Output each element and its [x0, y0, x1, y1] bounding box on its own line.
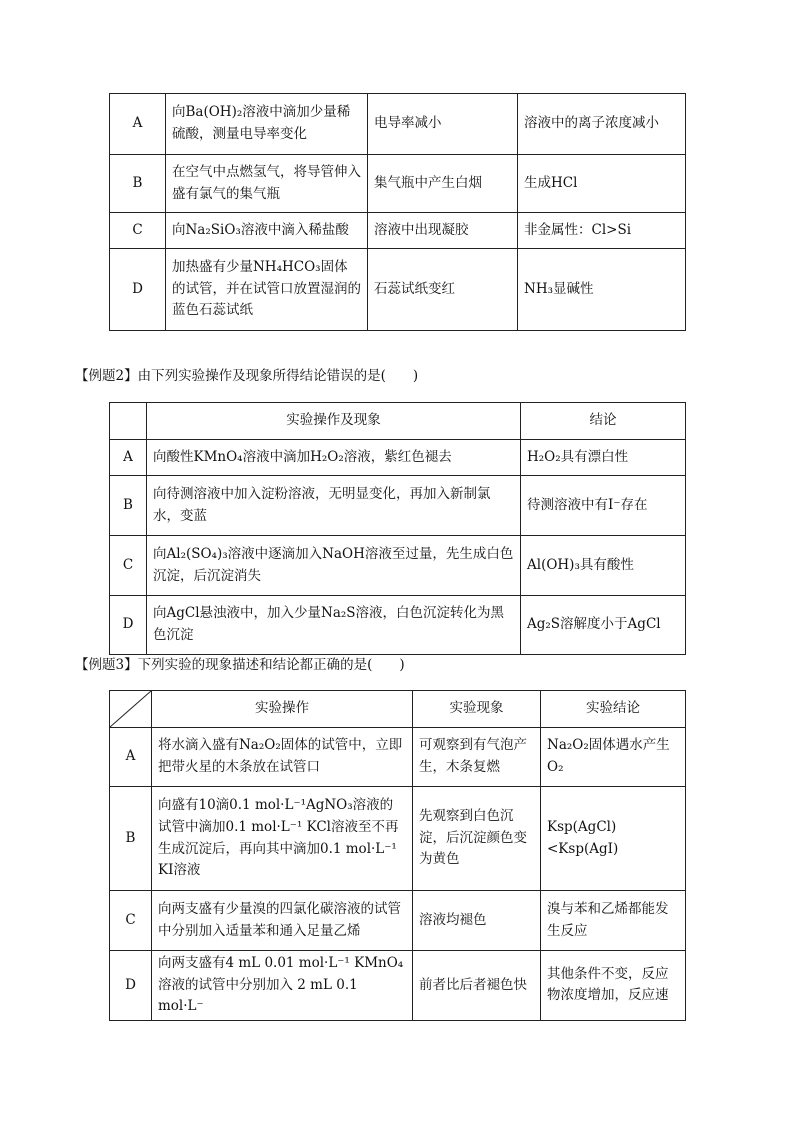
- operation-cell: 向AgCl悬浊液中，加入少量Na₂S溶液，白色沉淀转化为黑色沉淀: [147, 596, 521, 655]
- diagonal-line: [110, 691, 151, 727]
- table-row: [110, 787, 686, 891]
- table-row: [110, 891, 686, 951]
- table-row: [110, 155, 686, 213]
- phenomenon-cell: 石蕊试纸变红: [368, 249, 518, 331]
- conclusion-cell: NH₃显碱性: [518, 249, 686, 331]
- row-label: A: [110, 728, 152, 787]
- row-label: C: [110, 891, 152, 951]
- table-header-row: [110, 691, 686, 728]
- conclusion-cell: H₂O₂具有漂白性: [521, 440, 686, 476]
- table-row: [110, 536, 686, 596]
- table-row: [110, 213, 686, 249]
- operation-cell: 在空气中点燃氢气，将导管伸入盛有氯气的集气瓶: [166, 155, 368, 213]
- example-3-title: 【例题3】下列实验的现象描述和结论都正确的是( ): [75, 657, 405, 673]
- operation-cell: 向两支盛有4 mL 0.01 mol·L⁻¹ KMnO₄溶液的试管中分别加入 2 mL 0.1 mol·L⁻: [152, 951, 413, 1021]
- row-label: D: [110, 596, 147, 655]
- table-row: [110, 596, 686, 655]
- example-2-table: [109, 402, 686, 655]
- row-label: C: [110, 536, 147, 596]
- phenomenon-cell: 先观察到白色沉淀，后沉淀颜色变为黄色: [413, 787, 541, 891]
- phenomenon-cell: 电导率减小: [368, 94, 518, 155]
- row-label: B: [110, 787, 152, 891]
- example-2-title: 【例题2】由下列实验操作及现象所得结论错误的是( ): [75, 368, 419, 384]
- operation-cell: 向Ba(OH)₂溶液中滴加少量稀硫酸，测量电导率变化: [166, 94, 368, 155]
- phenomenon-cell: 溶液中出现凝胶: [368, 213, 518, 249]
- operation-cell: 向盛有10滴0.1 mol·L⁻¹AgNO₃溶液的试管中滴加0.1 mol·L⁻¹ KCl溶液至不再生成沉淀后，再向其中滴加0.1 mol·L⁻¹ KI溶液: [152, 787, 413, 891]
- row-label: A: [110, 440, 147, 476]
- header-corner-diagonal: [110, 691, 152, 728]
- conclusion-cell: 生成HCl: [518, 155, 686, 213]
- conclusion-cell: Ksp(AgCl) <Ksp(AgI): [541, 787, 686, 891]
- conclusion-cell: Ag₂S溶解度小于AgCl: [521, 596, 686, 655]
- row-label: A: [110, 94, 166, 155]
- row-label: B: [110, 155, 166, 213]
- header-conclusion: 实验结论: [541, 691, 686, 728]
- operation-cell: 向Na₂SiO₃溶液中滴入稀盐酸: [166, 213, 368, 249]
- table-row: [110, 951, 686, 1021]
- header-conclusion: 结论: [521, 403, 686, 440]
- table-row: [110, 249, 686, 331]
- phenomenon-cell: 可观察到有气泡产生，木条复燃: [413, 728, 541, 787]
- row-label: C: [110, 213, 166, 249]
- row-label: D: [110, 951, 152, 1021]
- table-row: [110, 440, 686, 476]
- table-row: [110, 476, 686, 536]
- phenomenon-cell: 集气瓶中产生白烟: [368, 155, 518, 213]
- table-row: [110, 94, 686, 155]
- conclusion-cell: Al(OH)₃具有酸性: [521, 536, 686, 596]
- table-header-row: [110, 403, 686, 440]
- operation-cell: 向两支盛有少量溴的四氯化碳溶液的试管中分别加入适量苯和通入足量乙烯: [152, 891, 413, 951]
- conclusion-cell: 溴与苯和乙烯都能发生反应: [541, 891, 686, 951]
- header-corner: [110, 403, 147, 440]
- operation-cell: 向Al₂(SO₄)₃溶液中逐滴加入NaOH溶液至过量，先生成白色沉淀，后沉淀消失: [147, 536, 521, 596]
- row-label: B: [110, 476, 147, 536]
- table-row: [110, 728, 686, 787]
- header-phenomenon: 实验现象: [413, 691, 541, 728]
- conclusion-cell: Na₂O₂固体遇水产生O₂: [541, 728, 686, 787]
- operation-cell: 向待测溶液中加入淀粉溶液，无明显变化，再加入新制氯水，变蓝: [147, 476, 521, 536]
- conclusion-cell: 其他条件不变，反应物浓度增加，反应速: [541, 951, 686, 1021]
- phenomenon-cell: 溶液均褪色: [413, 891, 541, 951]
- operation-cell: 向酸性KMnO₄溶液中滴加H₂O₂溶液，紫红色褪去: [147, 440, 521, 476]
- operation-cell: 加热盛有少量NH₄HCO₃固体的试管，并在试管口放置湿润的蓝色石蕊试纸: [166, 249, 368, 331]
- row-label: D: [110, 249, 166, 331]
- conclusion-cell: 溶液中的离子浓度减小: [518, 94, 686, 155]
- header-operation: 实验操作: [152, 691, 413, 728]
- conclusion-cell: 待测溶液中有I⁻存在: [521, 476, 686, 536]
- table-1: [109, 93, 686, 331]
- header-operation: 实验操作及现象: [147, 403, 521, 440]
- example-3-table: [109, 690, 686, 1021]
- operation-cell: 将水滴入盛有Na₂O₂固体的试管中，立即把带火星的木条放在试管口: [152, 728, 413, 787]
- conclusion-cell: 非金属性：Cl>Si: [518, 213, 686, 249]
- phenomenon-cell: 前者比后者褪色快: [413, 951, 541, 1021]
